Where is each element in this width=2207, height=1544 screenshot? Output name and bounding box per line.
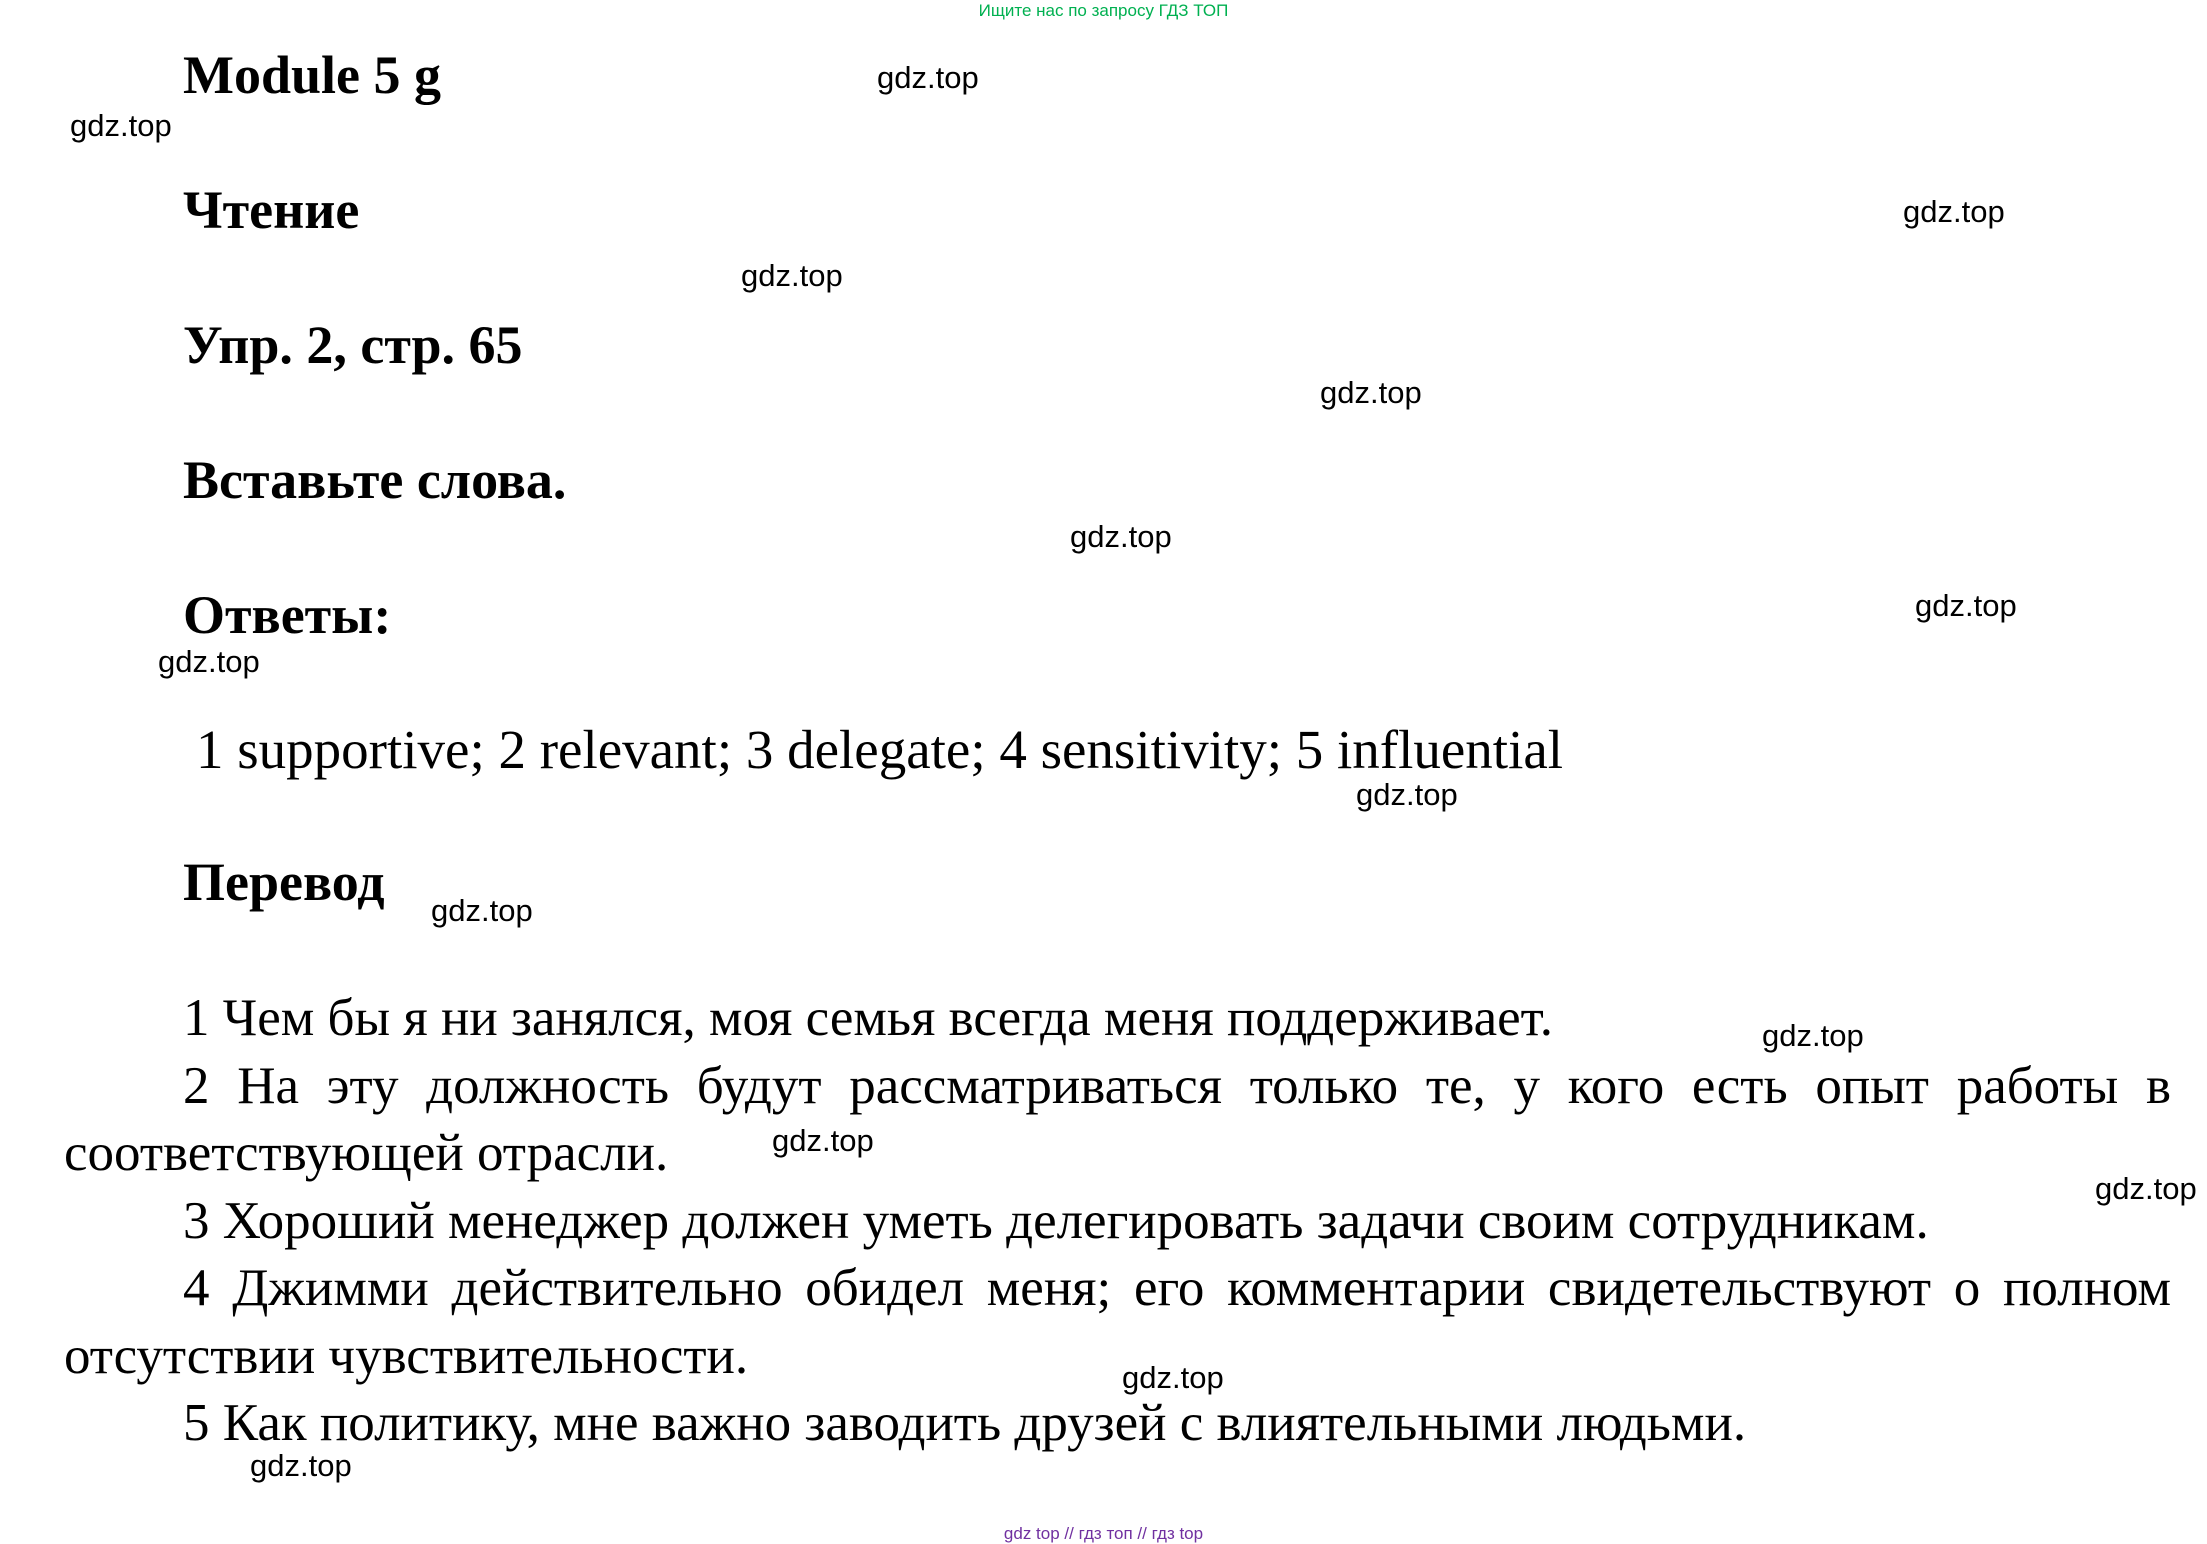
translation-line-2: 2 На эту должность будут рассматриваться только те, у кого есть опыт работы в соответствующей отрасли. <box>64 1056 2171 1182</box>
watermark: gdz.top <box>250 1448 352 1483</box>
watermark: gdz.top <box>1320 375 1422 410</box>
translation-line-4: 4 Джимми действительно обидел меня; его комментарии свидетельствуют о полном отсутствии чувствительности. <box>64 1259 2171 1385</box>
watermark: gdz.top <box>741 258 843 293</box>
watermark: gdz.top <box>2095 1171 2197 1206</box>
translation-line-5: 5 Как политику, мне важно заводить друзей с влиятельными людьми. <box>183 1394 1747 1452</box>
watermark: gdz.top <box>431 893 533 928</box>
watermark: gdz.top <box>1762 1018 1864 1053</box>
watermark: gdz.top <box>1915 588 2017 623</box>
watermark: gdz.top <box>158 644 260 679</box>
module-title: Module 5 g <box>183 45 442 105</box>
translation-line-1: 1 Чем бы я ни занялся, моя семья всегда меня поддерживает. <box>183 989 1554 1047</box>
translation-heading: Перевод <box>183 852 385 912</box>
translation-body <box>64 985 2171 1458</box>
top-banner: Ищите нас по запросу ГДЗ ТОП <box>978 1 1229 20</box>
exercise-heading: Упр. 2, стр. 65 <box>183 315 523 375</box>
watermark: gdz.top <box>772 1123 874 1158</box>
footer: gdz top // гдз топ // гдз top <box>1003 1524 1204 1543</box>
answers-heading: Ответы: <box>183 585 392 645</box>
watermark: gdz.top <box>1122 1360 1224 1395</box>
section-heading: Чтение <box>183 180 360 240</box>
task-heading: Вставьте слова. <box>183 450 567 510</box>
watermark: gdz.top <box>1356 777 1458 812</box>
answers-text: 1 supportive; 2 relevant; 3 delegate; 4 sensitivity; 5 influential <box>196 719 1564 780</box>
translation-line-3: 3 Хороший менеджер должен уметь делегировать задачи своим сотрудникам. <box>183 1191 1929 1250</box>
watermark: gdz.top <box>1070 519 1172 554</box>
watermark: gdz.top <box>877 60 979 95</box>
watermark: gdz.top <box>70 108 172 143</box>
watermark: gdz.top <box>1903 194 2005 229</box>
